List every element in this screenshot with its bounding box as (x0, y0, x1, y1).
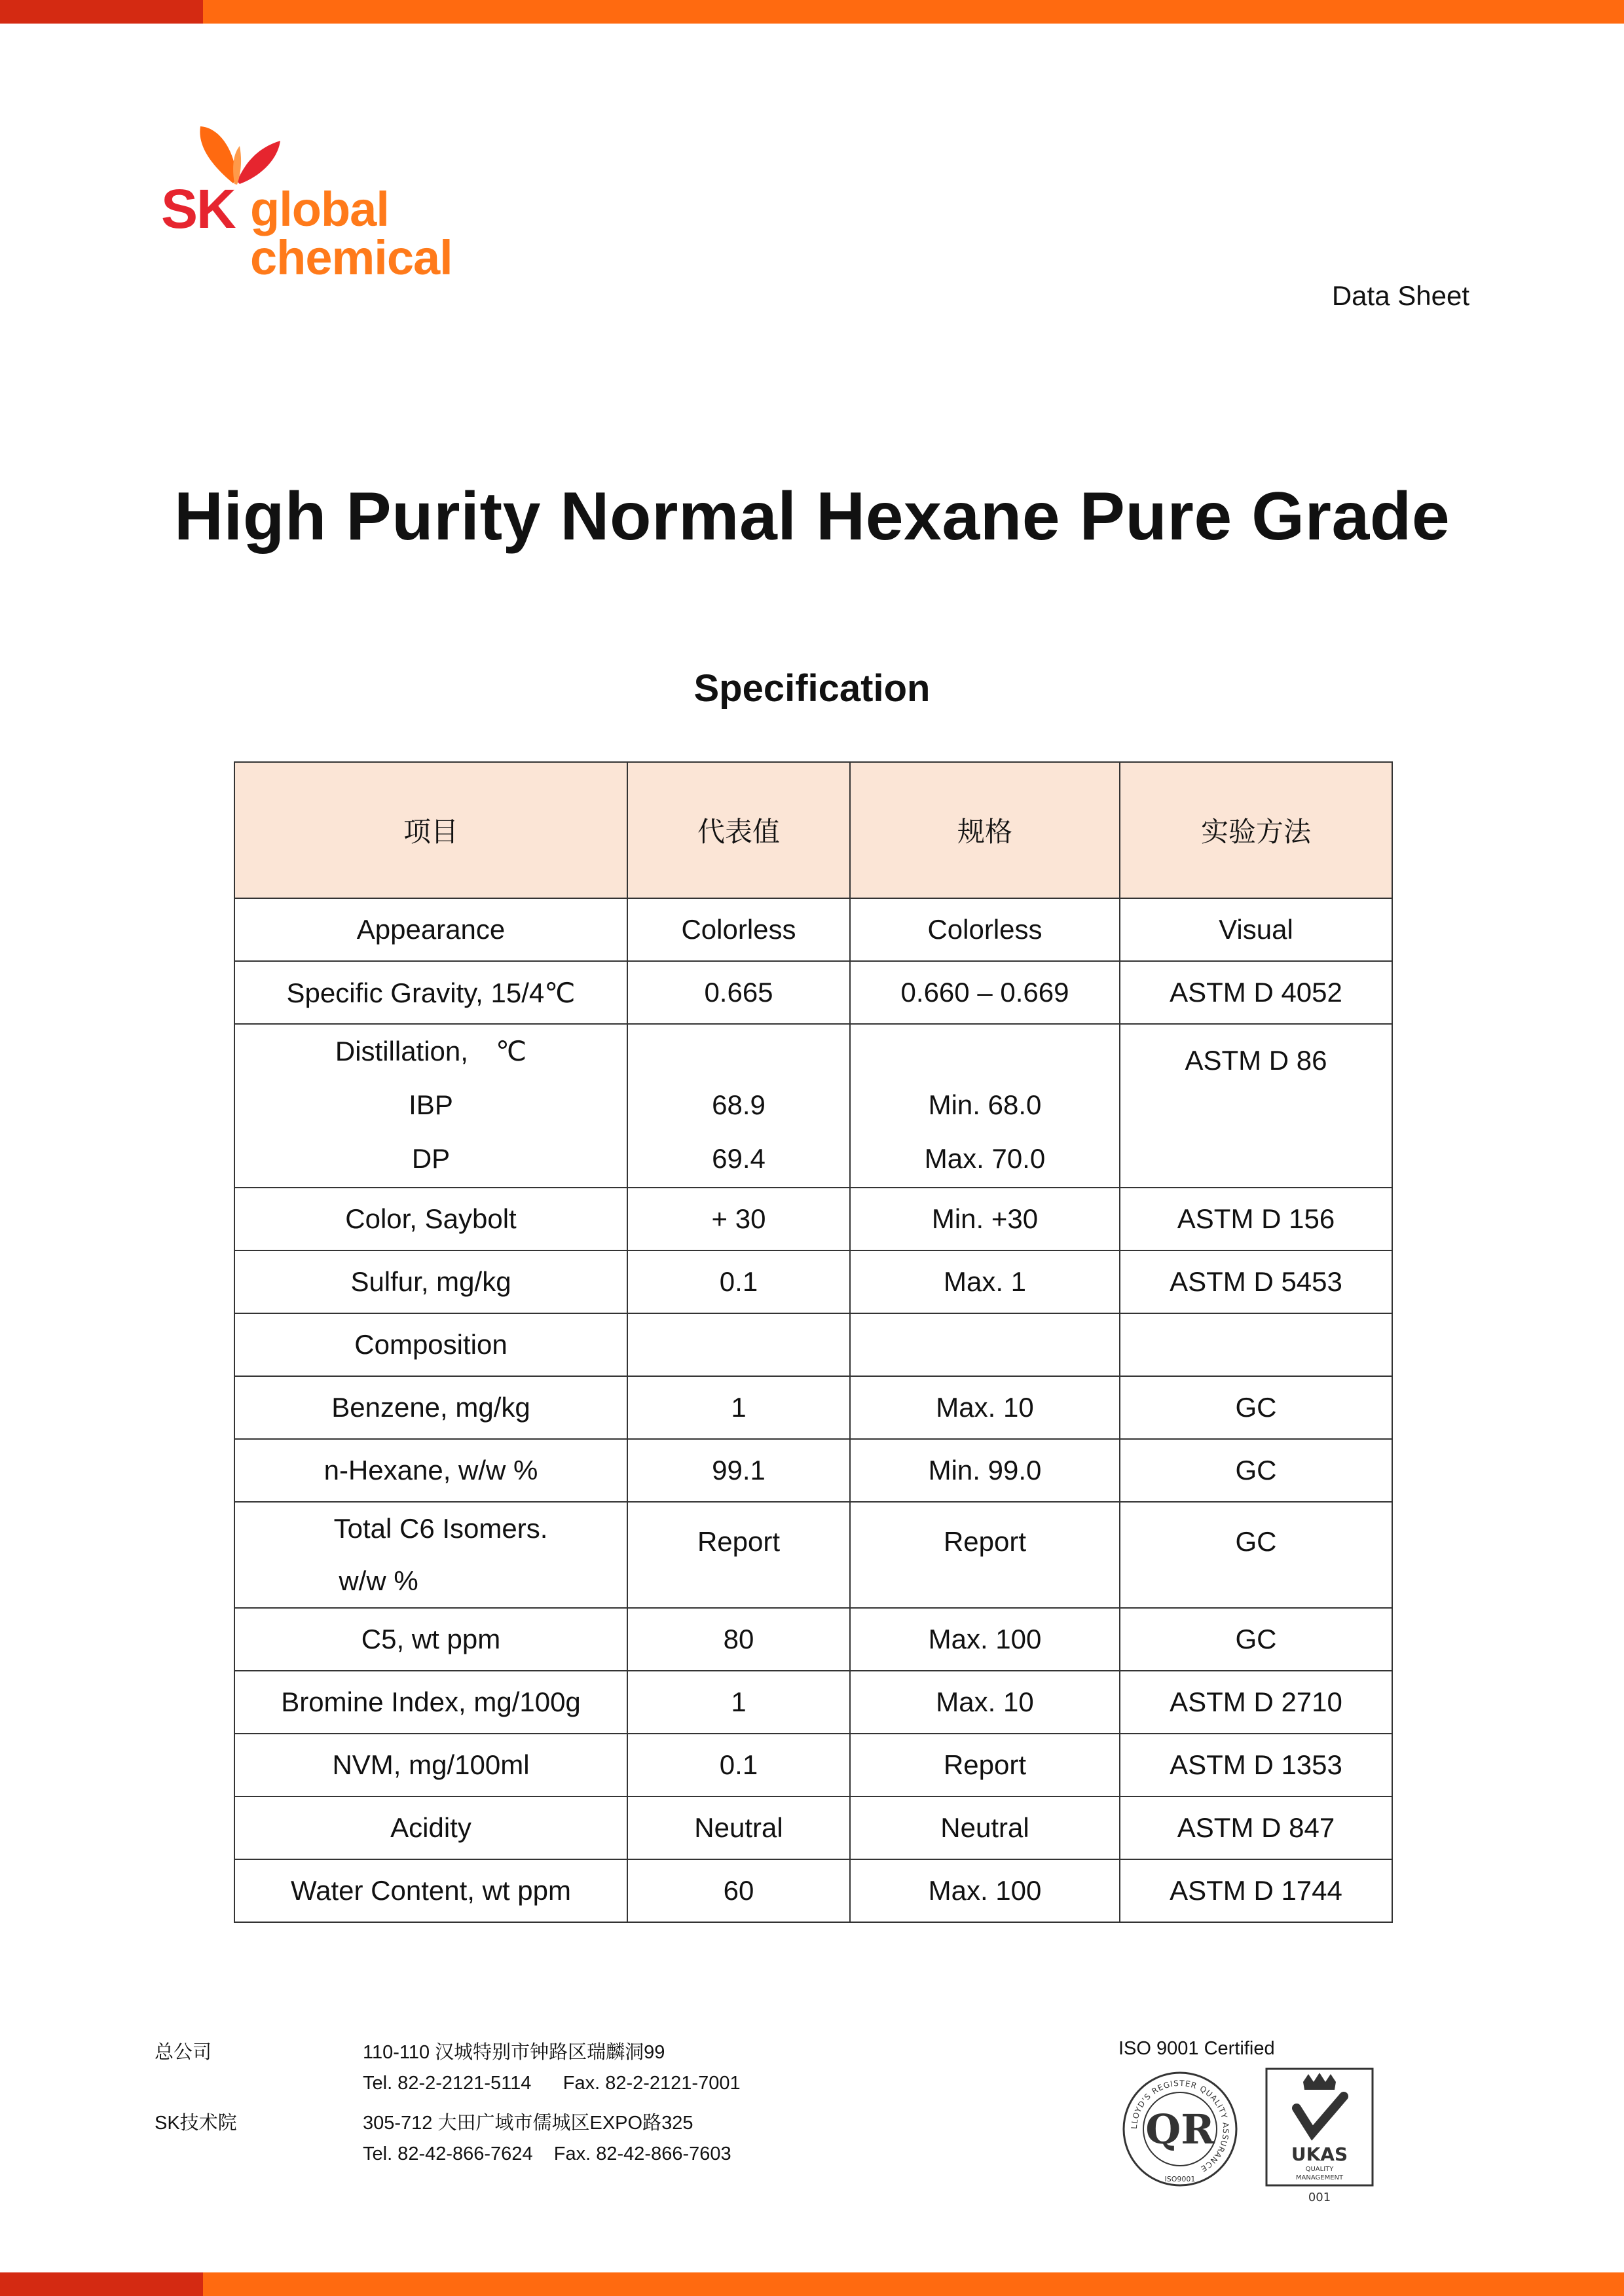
cell-spec: Max. 10 (850, 1376, 1120, 1439)
cell-typical: + 30 (627, 1188, 850, 1250)
section-title: Specification (693, 667, 931, 710)
top-color-bar (0, 0, 1624, 24)
cell-method: GC (1120, 1439, 1392, 1502)
cell-method: Visual (1120, 898, 1392, 961)
cell-spec (850, 1024, 1120, 1188)
cell-spec: Report (850, 1734, 1120, 1796)
ibp-typical: 68.9 (712, 1089, 766, 1120)
cell-method: ASTM D 1744 (1120, 1859, 1392, 1922)
cell-item: Bromine Index, mg/100g (234, 1671, 627, 1734)
cell-spec (850, 1502, 1120, 1608)
cell-typical: 0.1 (627, 1250, 850, 1313)
dp-typical: 69.4 (712, 1143, 766, 1174)
c6-label-line1: Total C6 Isomers. (333, 1513, 548, 1544)
rd-label: SK技术院 (155, 2113, 237, 2134)
column-header-item: 项目 (234, 762, 627, 898)
cell-method: ASTM D 2710 (1120, 1671, 1392, 1734)
cell-spec: Min. +30 (850, 1188, 1120, 1250)
table-row-c6-isomers (234, 1502, 1392, 1608)
table-row-distillation (234, 1024, 1392, 1188)
cell-spec: Max. 1 (850, 1250, 1120, 1313)
svg-text:QR: QR (1145, 2105, 1215, 2153)
cell-item: Acidity (234, 1796, 627, 1859)
cell-spec: Max. 100 (850, 1608, 1120, 1671)
cell-method: ASTM D 4052 (1120, 961, 1392, 1024)
cell-item: Sulfur, mg/kg (234, 1250, 627, 1313)
cell-typical: 60 (627, 1859, 850, 1922)
cell-typical: 0.1 (627, 1734, 850, 1796)
sk-global-chemical-logo (157, 121, 576, 285)
cell-method: ASTM D 1353 (1120, 1734, 1392, 1796)
c6-label-line2: w/w % (339, 1565, 418, 1596)
table-row (234, 1608, 1392, 1671)
specification-table (234, 761, 1393, 1923)
dp-spec: Max. 70.0 (924, 1143, 1046, 1174)
cell-typical (627, 1024, 850, 1188)
cell-method: GC (1120, 1608, 1392, 1671)
column-header-spec: 规格 (850, 762, 1120, 898)
cell-typical: 80 (627, 1608, 850, 1671)
cell-method (1120, 1313, 1392, 1376)
lloyds-register-seal-icon (1121, 2070, 1239, 2188)
column-header-method: 实验方法 (1120, 762, 1392, 898)
cell-item (234, 1024, 627, 1188)
cell-item: NVM, mg/100ml (234, 1734, 627, 1796)
lr-iso-text: ISO9001 (1164, 2175, 1196, 2183)
page-title: High Purity Normal Hexane Pure Grade (174, 479, 1450, 555)
ibp-spec: Min. 68.0 (928, 1089, 1042, 1120)
ukas-sub2: MANAGEMENT (1295, 2174, 1344, 2181)
cell-spec: Max. 100 (850, 1859, 1120, 1922)
logo-sk-text: SK (161, 178, 235, 240)
cell-method: GC (1120, 1376, 1392, 1439)
cell-item: Specific Gravity, 15/4℃ (234, 961, 627, 1024)
cell-item: Color, Saybolt (234, 1188, 627, 1250)
table-row (234, 898, 1392, 961)
cell-item: n-Hexane, w/w % (234, 1439, 627, 1502)
table-header-row (234, 762, 1392, 898)
cell-typical (627, 1313, 850, 1376)
lr-ring-text: LLOYD'S REGISTER QUALITY ASSURANCE (1129, 2078, 1231, 2174)
table-row (234, 1313, 1392, 1376)
cell-spec: Colorless (850, 898, 1120, 961)
rd-address: 305-712 大田广域市儒城区EXPO路325 (363, 2113, 693, 2134)
ibp-label: IBP (409, 1089, 453, 1120)
table-row (234, 1734, 1392, 1796)
c6-spec: Report (943, 1526, 1027, 1557)
table-row (234, 1439, 1392, 1502)
cell-item: Benzene, mg/kg (234, 1376, 627, 1439)
cell-method: ASTM D 5453 (1120, 1250, 1392, 1313)
c6-method: GC (1235, 1526, 1277, 1557)
cell-typical: Colorless (627, 898, 850, 961)
dp-label: DP (411, 1143, 451, 1174)
cell-item: Water Content, wt ppm (234, 1859, 627, 1922)
bottom-color-bar (0, 2272, 1624, 2296)
cell-method (1120, 1502, 1392, 1608)
cell-typical: 0.665 (627, 961, 850, 1024)
iso-cert-label: ISO 9001 Certified (1118, 2038, 1275, 2059)
cell-item: C5, wt ppm (234, 1608, 627, 1671)
cell-typical: 99.1 (627, 1439, 850, 1502)
table-row (234, 1859, 1392, 1922)
distillation-method: ASTM D 86 (1185, 1045, 1327, 1076)
c6-typical: Report (697, 1526, 781, 1557)
cell-spec: Neutral (850, 1796, 1120, 1859)
table-row (234, 1250, 1392, 1313)
cell-spec: Min. 99.0 (850, 1439, 1120, 1502)
hq-contact: Tel. 82-2-2121-5114 Fax. 82-2-2121-7001 (363, 2073, 741, 2094)
table-row (234, 1796, 1392, 1859)
distillation-label: Distillation, ℃ (335, 1036, 527, 1066)
table-row (234, 1671, 1392, 1734)
table-row (234, 961, 1392, 1024)
ukas-sub1: QUALITY (1305, 2166, 1334, 2173)
cell-spec (850, 1313, 1120, 1376)
cell-method: ASTM D 156 (1120, 1188, 1392, 1250)
hq-label: 总公司 (155, 2042, 212, 2063)
cell-spec: Max. 10 (850, 1671, 1120, 1734)
hq-address: 110-110 汉城特别市钟路区瑞麟洞99 (363, 2042, 665, 2063)
table-row (234, 1188, 1392, 1250)
cell-item: Composition (234, 1313, 627, 1376)
table-row (234, 1376, 1392, 1439)
cell-method: ASTM D 847 (1120, 1796, 1392, 1859)
ukas-code: 001 (1308, 2191, 1331, 2204)
cell-typical: 1 (627, 1671, 850, 1734)
cell-item: Appearance (234, 898, 627, 961)
column-header-typical: 代表值 (627, 762, 850, 898)
cell-typical (627, 1502, 850, 1608)
cell-spec: 0.660 – 0.669 (850, 961, 1120, 1024)
rd-contact: Tel. 82-42-866-7624 Fax. 82-42-866-7603 (363, 2143, 731, 2164)
doc-type-label: Data Sheet (1331, 280, 1469, 311)
cell-typical: 1 (627, 1376, 850, 1439)
cell-item (234, 1502, 627, 1608)
ukas-certification-mark-icon (1265, 2068, 1374, 2205)
cell-typical: Neutral (627, 1796, 850, 1859)
logo-name-text: global chemical (250, 182, 452, 285)
ukas-text: UKAS (1291, 2143, 1348, 2165)
cell-method (1120, 1024, 1392, 1188)
